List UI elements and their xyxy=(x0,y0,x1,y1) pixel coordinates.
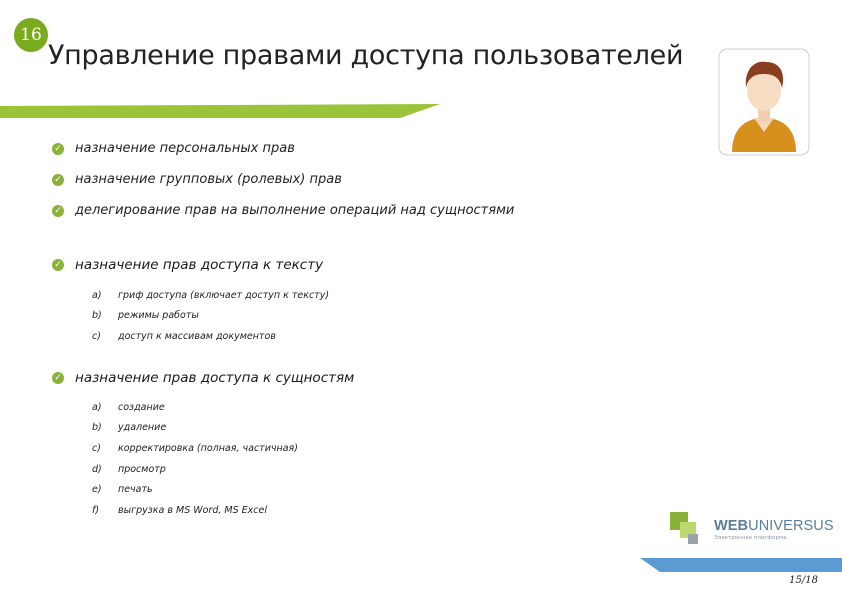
item-text: доступ к массивам документов xyxy=(118,330,276,342)
page-title: Управление правами доступа пользователей xyxy=(48,40,684,71)
list-item-label: назначение групповых (ролевых) прав xyxy=(75,172,342,187)
section-heading-label: назначение прав доступа к тексту xyxy=(75,257,324,273)
check-circle-icon: ✓ xyxy=(52,174,64,186)
sub-list-item xyxy=(92,285,329,306)
item-marker: b) xyxy=(92,310,102,322)
item-text: печать xyxy=(118,484,153,496)
sub-list-item xyxy=(92,500,298,521)
sub-list-item xyxy=(92,397,298,418)
logo-brand xyxy=(714,518,834,534)
sub-list-item xyxy=(92,306,329,327)
list-item-label: назначение персональных прав xyxy=(75,141,295,156)
entity-rights-heading xyxy=(52,370,354,386)
list-item xyxy=(52,195,514,226)
logo-square-icon xyxy=(688,534,698,544)
list-item xyxy=(52,164,514,195)
check-circle-icon: ✓ xyxy=(52,372,64,384)
item-text: режимы работы xyxy=(118,310,199,322)
sub-list-item xyxy=(92,326,329,347)
user-avatar-icon xyxy=(718,48,810,156)
item-marker: a) xyxy=(92,401,102,413)
section-heading-label: назначение прав доступа к сущностям xyxy=(75,370,355,386)
item-marker: e) xyxy=(92,484,102,496)
logo-tagline: Электронная платформа xyxy=(714,535,787,541)
item-marker: a) xyxy=(92,289,102,301)
slide-number-badge: 16 xyxy=(14,18,48,52)
item-text: гриф доступа (включает доступ к тексту) xyxy=(118,289,330,301)
logo-brand-rest: UNIVERSUS xyxy=(748,518,834,534)
item-marker: f) xyxy=(92,504,100,516)
sub-list-item xyxy=(92,459,298,480)
check-circle-icon: ✓ xyxy=(52,205,64,217)
item-text: просмотр xyxy=(118,463,166,475)
item-text: удаление xyxy=(118,422,167,434)
footer-accent-bar xyxy=(640,558,842,572)
list-item-label: делегирование прав на выполнение операций над сущностями xyxy=(75,203,515,218)
item-marker: d) xyxy=(92,463,102,475)
item-marker: c) xyxy=(92,330,101,342)
sub-list-item xyxy=(92,438,298,459)
item-text: корректировка (полная, частичная) xyxy=(118,442,298,454)
page-number: 15/18 xyxy=(789,575,818,586)
list-item xyxy=(52,133,514,164)
item-text: выгрузка в MS Word, MS Excel xyxy=(118,504,267,516)
sub-list-item xyxy=(92,418,298,439)
text-rights-heading xyxy=(52,257,323,273)
webuniversus-logo xyxy=(668,512,834,552)
check-circle-icon: ✓ xyxy=(52,143,64,155)
check-circle-icon: ✓ xyxy=(52,259,64,271)
entity-rights-list xyxy=(92,397,298,521)
title-accent-bar xyxy=(0,104,440,118)
item-text: создание xyxy=(118,401,165,413)
text-rights-list xyxy=(92,285,329,347)
sub-list-item xyxy=(92,479,298,500)
main-items-list xyxy=(52,133,514,226)
logo-brand-bold: WEB xyxy=(714,518,749,534)
item-marker: c) xyxy=(92,442,101,454)
item-marker: b) xyxy=(92,422,102,434)
